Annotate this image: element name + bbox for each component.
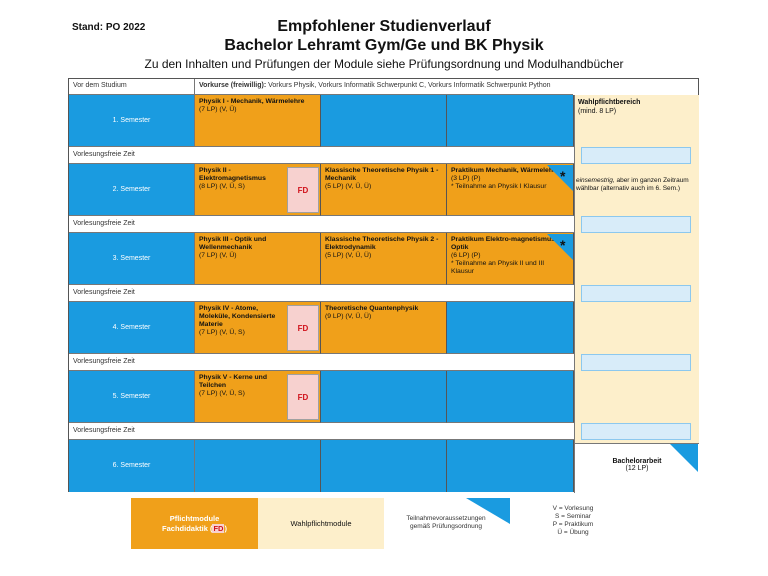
module-meta: (7 LP) (V, Ü, S)	[199, 390, 245, 397]
legend-key-p: P = Praktikum	[552, 521, 594, 528]
legend-prereq-line1: Teilnahmevoraussetzungen	[406, 515, 486, 522]
module-meta: (7 LP) (V, Ü)	[199, 106, 237, 113]
module-meta: (6 LP) (P)	[451, 252, 481, 259]
legend-wahlpflichtmodule: Wahlpflichtmodule	[258, 498, 384, 549]
stand-label: Stand: PO 2022	[72, 22, 146, 33]
empty-cell	[447, 371, 574, 423]
wahlpflicht-sub: (mind. 8 LP)	[578, 108, 617, 115]
prerequisite-marker	[670, 444, 698, 472]
module-title: Physik IV - Atome, Moleküle, Kondensierte Materie	[199, 305, 276, 328]
page-title: Empfohlener Studienverlauf	[277, 18, 491, 35]
module-meta: (5 LP) (V, Ü, Ü)	[325, 183, 372, 190]
semester-5-label: 5. Semester	[69, 371, 195, 423]
module-meta: (9 LP) (V, Ü, Ü)	[325, 313, 372, 320]
legend-fachdidaktik-label: Fachdidaktik (	[162, 524, 213, 533]
legend-pflicht-label: Pflichtmodule	[169, 514, 220, 523]
module-physik-3	[195, 233, 321, 285]
page-subtitle: Bachelor Lehramt Gym/Ge und BK Physik	[224, 37, 544, 54]
semester-3-label: 3. Semester	[69, 233, 195, 285]
wahlpflicht-title: Wahlpflichtbereich	[578, 99, 641, 106]
empty-cell	[321, 95, 447, 147]
empty-cell	[447, 95, 574, 147]
module-ktp-1	[321, 164, 447, 216]
prerequisite-star: *	[560, 168, 566, 184]
study-plan-table	[68, 78, 699, 492]
module-note: * Teilnahme an Physik I Klausur	[451, 183, 547, 190]
legend-close: )	[224, 524, 227, 533]
legend-key-s: S = Seminar	[555, 513, 591, 520]
empty-cell	[447, 302, 574, 354]
module-title: Klassische Theoretische Physik 1 - Mechanik	[325, 167, 439, 182]
bachelor-meta: (12 LP)	[625, 465, 649, 472]
fd-badge: FD	[287, 374, 319, 420]
module-quantenphysik	[321, 302, 447, 354]
module-title: Physik III - Optik und Wellenmechanik	[199, 236, 267, 251]
legend-key-v: V = Vorlesung	[552, 505, 594, 512]
module-title: Klassische Theoretische Physik 2 - Elektrodynamik	[325, 236, 439, 251]
legend-prerequisite-text	[396, 515, 496, 531]
module-note: * Teilnahme an Physik II und III Klausur	[451, 260, 545, 275]
empty-cell	[447, 440, 574, 492]
module-physik-1	[195, 95, 321, 147]
legend-fd: FD	[213, 524, 224, 533]
empty-cell	[321, 371, 447, 423]
wahlpflicht-note-em: einsemestrig,	[576, 177, 615, 184]
empty-cell	[321, 440, 447, 492]
legend-pflichtmodule	[131, 498, 258, 549]
fd-badge: FD	[287, 305, 319, 351]
module-title: Theoretische Quantenphysik	[325, 305, 419, 312]
semester-1-label: 1. Semester	[69, 95, 195, 147]
module-title: Praktikum Mechanik, Wärmelehre	[451, 167, 560, 174]
module-title: Physik V - Kerne und Teilchen	[199, 374, 267, 389]
module-meta: (7 LP) (V, Ü)	[199, 252, 237, 259]
semester-4-label: 4. Semester	[69, 302, 195, 354]
prerequisite-star: *	[560, 237, 566, 253]
empty-cell	[195, 440, 321, 492]
page-hint: Zu den Inhalten und Prüfungen der Module siehe Prüfungsordnung und Modulhandbücher	[144, 57, 624, 71]
vorlesungsfreie-zeit: Vorlesungsfreie Zeit	[69, 216, 574, 233]
pre-study-courses-text: Vorkurs Physik, Vorkurs Informatik Schwerpunkt C, Vorkurs Informatik Schwerpunkt Python	[266, 82, 551, 89]
wahlpflicht-note	[576, 177, 696, 193]
wahlpflicht-slot	[581, 285, 691, 302]
bachelor-title: Bachelorarbeit	[612, 458, 662, 465]
module-title: Physik II - Elektromagnetismus	[199, 167, 266, 182]
vorlesungsfreie-zeit: Vorlesungsfreie Zeit	[69, 147, 574, 164]
module-title: Physik I - Mechanik, Wärmelehre	[199, 98, 305, 105]
wahlpflicht-slot	[581, 147, 691, 164]
pre-study-courses	[195, 79, 573, 95]
module-title: Praktikum Elektro-magnetismus, Optik	[451, 236, 557, 251]
module-meta: (8 LP) (V, Ü, S)	[199, 183, 245, 190]
fd-badge: FD	[287, 167, 319, 213]
semester-6-label: 6. Semester	[69, 440, 195, 492]
module-meta: (7 LP) (V, Ü, S)	[199, 329, 245, 336]
wahlpflicht-slot	[581, 354, 691, 371]
wahlpflicht-slot	[581, 216, 691, 233]
legend-prereq-line2: gemäß Prüfungsordnung	[410, 523, 482, 530]
vorlesungsfreie-zeit: Vorlesungsfreie Zeit	[69, 354, 574, 371]
vorlesungsfreie-zeit: Vorlesungsfreie Zeit	[69, 423, 574, 440]
wahlpflicht-note-text: aber im ganzen Zeitraum wählbar (alternativ auch im 6. Sem.)	[576, 177, 689, 192]
legend-abbreviations	[528, 505, 618, 537]
wahlpflicht-slot	[581, 423, 691, 440]
module-meta: (5 LP) (V, Ü, Ü)	[325, 252, 372, 259]
module-ktp-2	[321, 233, 447, 285]
pre-study-label: Vor dem Studium	[69, 79, 195, 95]
vorlesungsfreie-zeit: Vorlesungsfreie Zeit	[69, 285, 574, 302]
legend-key-u: Ü = Übung	[557, 529, 589, 536]
pre-study-courses-bold: Vorkurse (freiwillig):	[199, 82, 267, 89]
semester-2-label: 2. Semester	[69, 164, 195, 216]
module-meta: (3 LP) (P)	[451, 175, 481, 182]
